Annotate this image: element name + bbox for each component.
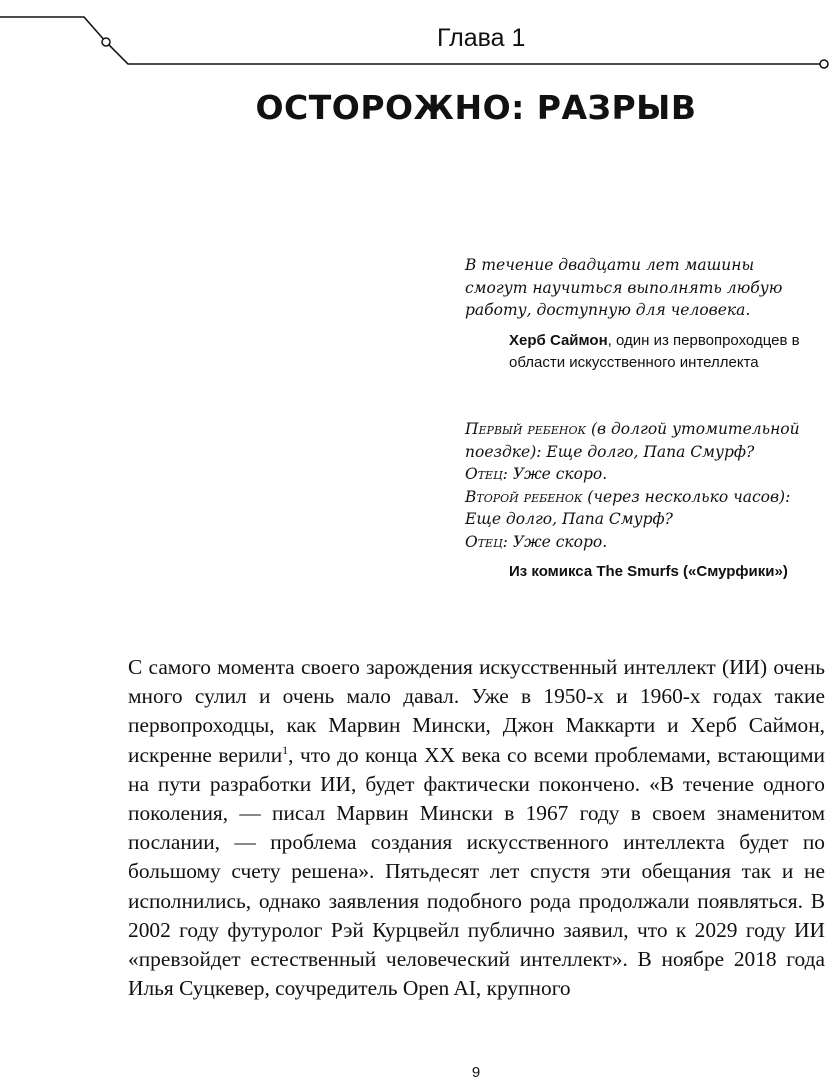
body-text-part-1: С самого момента своего зарождения искусственный интеллект (ИИ) очень много сулил и очень мало давал. Уже в 1950-х и 1960-х годах такие первопроходцы, как Марвин Мински, Джон Маккарти и Херб Саймон, искренне верили (128, 655, 825, 767)
dialogue-line (465, 418, 805, 463)
dialogue-text: : Уже скоро. (502, 465, 608, 483)
epigraph-dialogue (465, 418, 805, 553)
page-number: 9 (471, 1064, 481, 1081)
epigraph-author-description: , один из первопроходцев в области искусственного интеллекта (509, 332, 800, 371)
dialogue-line (465, 463, 805, 486)
dialogue-speaker: Отец (465, 465, 503, 483)
epigraph-attribution (509, 330, 809, 374)
header-end-dot (820, 60, 828, 68)
dialogue-line (465, 486, 805, 531)
body-paragraph (128, 653, 825, 1003)
epigraph-quote: В течение двадцати лет машины смогут научиться выполнять любую работу, доступную для человека. (465, 256, 783, 319)
dialogue-speaker: Первый ребенок (465, 420, 587, 438)
dialogue-text: (через несколько часов): Еще долго, Папа Смурф? (465, 487, 791, 528)
dialogue-text: (в долгой утомительной поездке): Еще долго, Папа Смурф? (465, 420, 800, 461)
dialogue-text: : Уже скоро. (502, 532, 608, 551)
dialogue-speaker: Второй ребенок (465, 487, 583, 506)
chapter-title: ОСТОРОЖНО: РАЗРЫВ (255, 88, 697, 127)
header-line (0, 17, 820, 64)
body-text-part-2: , что до конца XX века со всеми проблемами, встающими на пути разработки ИИ, будет фактически покончено. «В течение одного поколения, — писал Марвин Мински в 1967 году в своем знаменитом послании, — проблема создания искусственного интеллекта будет по большому счету решена». Пятьдесят лет спустя эти обещания так и не исполнились, однако заявления подобного рода продолжали появляться. В 2002 году футуролог Рэй Курцвейл публично заявил, что к 2029 году ИИ «превзойдет естественный человеческий интеллект». В ноябре 2018 года Илья Суцкевер, соучредитель Open AI, крупного (128, 742, 825, 1001)
epigraph-source: Из комикса The Smurfs («Смурфики») (509, 563, 788, 580)
chapter-header-rule (0, 0, 836, 80)
chapter-label: Глава 1 (437, 24, 526, 52)
epigraph-author: Херб Саймон (509, 332, 608, 349)
header-node-dot (102, 38, 110, 46)
dialogue-line (465, 531, 805, 554)
dialogue-speaker: Отец (465, 532, 503, 551)
footnote-reference[interactable]: 1 (282, 742, 289, 757)
